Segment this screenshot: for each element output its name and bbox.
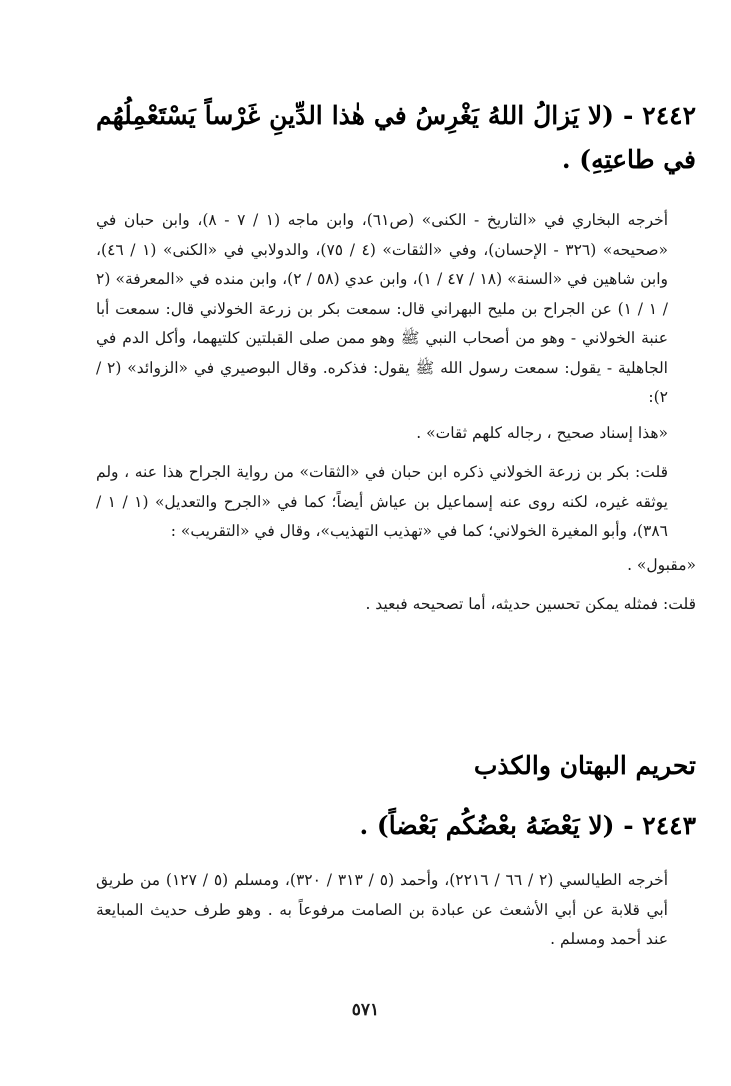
takhrij-2442-paragraph: أخرجه البخاري في «التاريخ - الكنى» (ص٦١)، وابن ماجه (١ / ٧ - ٨)، وابن حبان في «صحيحه» (٣٢٦ - الإحسان)، وفي «الثقات» (٤ / ٧٥)، والدولابي في «الكنى» (١ / ٤٦)، وابن شاهين في «السنة» (١٨ / ٤٧ / ١)، وابن عدي (٥٨ / ٢)، وابن منده في «المعرفة» (٢ / ١ / ١) عن الجراح بن مليح البهراني قال: سمعت بكر بن زرعة الخولاني قال: سمعت أبا عنبة الخولاني - وهو من أصحاب النبي ﷺ وهو ممن صلى القبلتين كلتيهما، وأكل الدم في الجاهلية - يقول: سمعت رسول الله ﷺ يقول: فذكره. وقال البوصيري في «الزوائد» (٢ / ٢):: [96, 211, 669, 406]
author-conclusion: قلت: فمثله يمكن تحسين حديثه، أما تصحيحه فبعيد .: [365, 595, 696, 613]
hadith-2443-heading: ٢٤٤٣ - (لا يَعْضَهُ بعْضُكُم بَعْضاً) .: [359, 811, 696, 840]
section-title: تحريم البهتان والكذب: [473, 751, 696, 780]
takhrij-2443: [96, 866, 696, 955]
takhrij-2443-paragraph: أخرجه الطيالسي (٢ / ٦٦ / ٢٢١٦)، وأحمد (٥ / ٣١٣ / ٣٢٠)، ومسلم (٥ / ١٢٧) من طريق أبي قلابة عن أبي الأشعث عن عبادة بن الصامت مرفوعاً به . وهو طرف حديث المبايعة عند أحمد ومسلم .: [96, 871, 669, 948]
taqrib-maqbul: «مقبول» .: [627, 555, 696, 574]
takhrij-2442: [96, 206, 696, 620]
author-note-bakr: قلت: بكر بن زرعة الخولاني ذكره ابن حبان في «الثقات» من رواية الجراح هذا عنه ، ولم يوثقه غيره، لكنه روى عنه إسماعيل بن عياش أيضاً؛ كما في «الجرح والتعديل» (١ / ١ / ٣٨٦)، وأبو المغيرة الخولاني؛ كما في «تهذيب التهذيب»، وقال في «التقريب» :: [96, 463, 669, 540]
albusiri-quote: «هذا إسناد صحيح ، رجاله كلهم ثقات» .: [416, 423, 668, 442]
page-number: ٥٧١: [351, 1000, 380, 1020]
hadith-2442-heading: ٢٤٤٢ - (لا يَزالُ اللهُ يَغْرِسُ في هٰذا الدِّينِ غَرْساً يَسْتَعْمِلُهُم في طاعتِهِ) .: [96, 101, 696, 174]
